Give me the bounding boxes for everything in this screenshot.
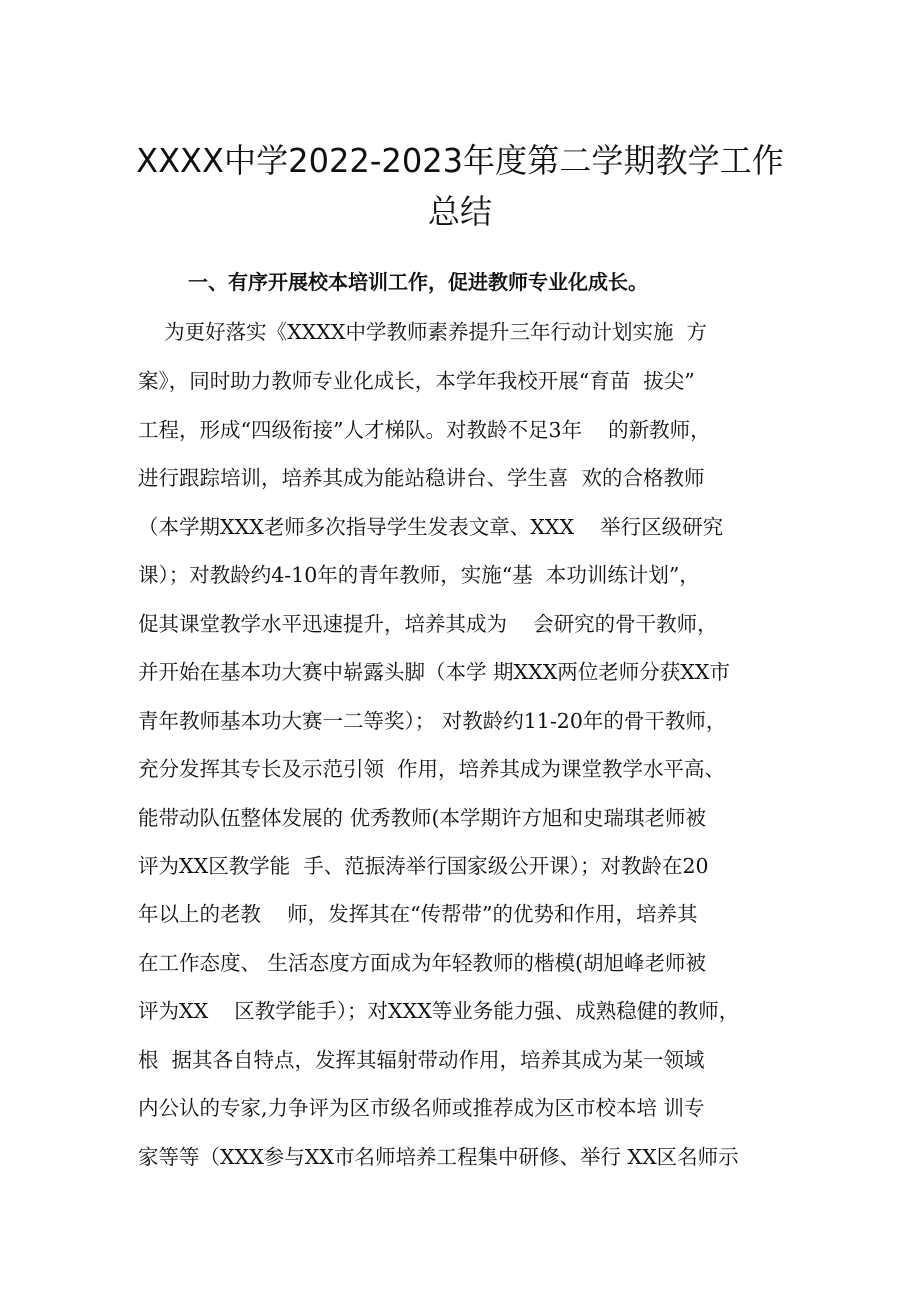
body-text-line: 评为XX 区教学能手）；对XXX等业务能力强、成熟稳健的教师，: [138, 999, 740, 1023]
body-text-line: 内公认的专家,力争评为区市级名师或推荐成为区市校本培 训专: [138, 1096, 705, 1120]
section-heading: 一、有序开展校本培训工作，促进教师专业化成长。: [188, 270, 648, 294]
body-text-line: 促其课堂教学水平迅速提升，培养其成为 会研究的骨干教师，: [138, 612, 718, 636]
body-text-line: 工程，形成“四级衔接”人才梯队。对教龄不足3年 的新教师，: [138, 418, 711, 442]
body-text-line: 为更好落实《XXXX中学教师素养提升三年行动计划实施 方: [138, 320, 707, 344]
body-text-line: 青年教师基本功大赛一二等奖）； 对教龄约11-20年的骨干教师，: [138, 709, 727, 733]
body-text-line: 年以上的老教 师，发挥其在“传帮带”的优势和作用，培养其: [138, 902, 698, 926]
body-text-line: 根 据其各自特点，发挥其辐射带动作用，培养其成为某一领域: [138, 1048, 705, 1072]
body-text-line: 家等等（XXX参与XX市名师培养工程集中研修、举行 XX区名师示: [138, 1145, 739, 1169]
body-text-line: 在工作态度、 生活态度方面成为年轻教师的楷模(胡旭峰老师被: [138, 951, 707, 975]
body-text-line: 案》，同时助力教师专业化成长，本学年我校开展“育苗 拔尖”: [138, 369, 695, 393]
body-text-line: 进行跟踪培训，培养其成为能站稳讲台、学生喜 欢的合格教师: [138, 466, 705, 490]
document-title-line-2: 总结: [427, 192, 493, 231]
document-title-line-1: XXXX中学2022-2023年度第二学期教学工作: [136, 141, 784, 180]
body-text-line: （本学期XXX老师多次指导学生发表文章、XXX 举行区级研究: [138, 515, 724, 539]
body-text-line: 充分发挥其专长及示范引领 作用，培养其成为课堂教学水平高、: [138, 757, 726, 781]
body-text-line: 能带动队伍整体发展的 优秀教师(本学期许方旭和史瑞琪老师被: [138, 806, 707, 830]
body-text-line: 并开始在基本功大赛中崭露头脚（本学 期XXX两位老师分获XX市: [138, 660, 730, 684]
body-text-line: 课）；对教龄约4-10年的青年教师，实施“基 本功训练计划”，: [138, 563, 700, 587]
body-text-line: 评为XX区教学能 手、范振涛举行国家级公开课）；对教龄在20: [138, 854, 709, 878]
